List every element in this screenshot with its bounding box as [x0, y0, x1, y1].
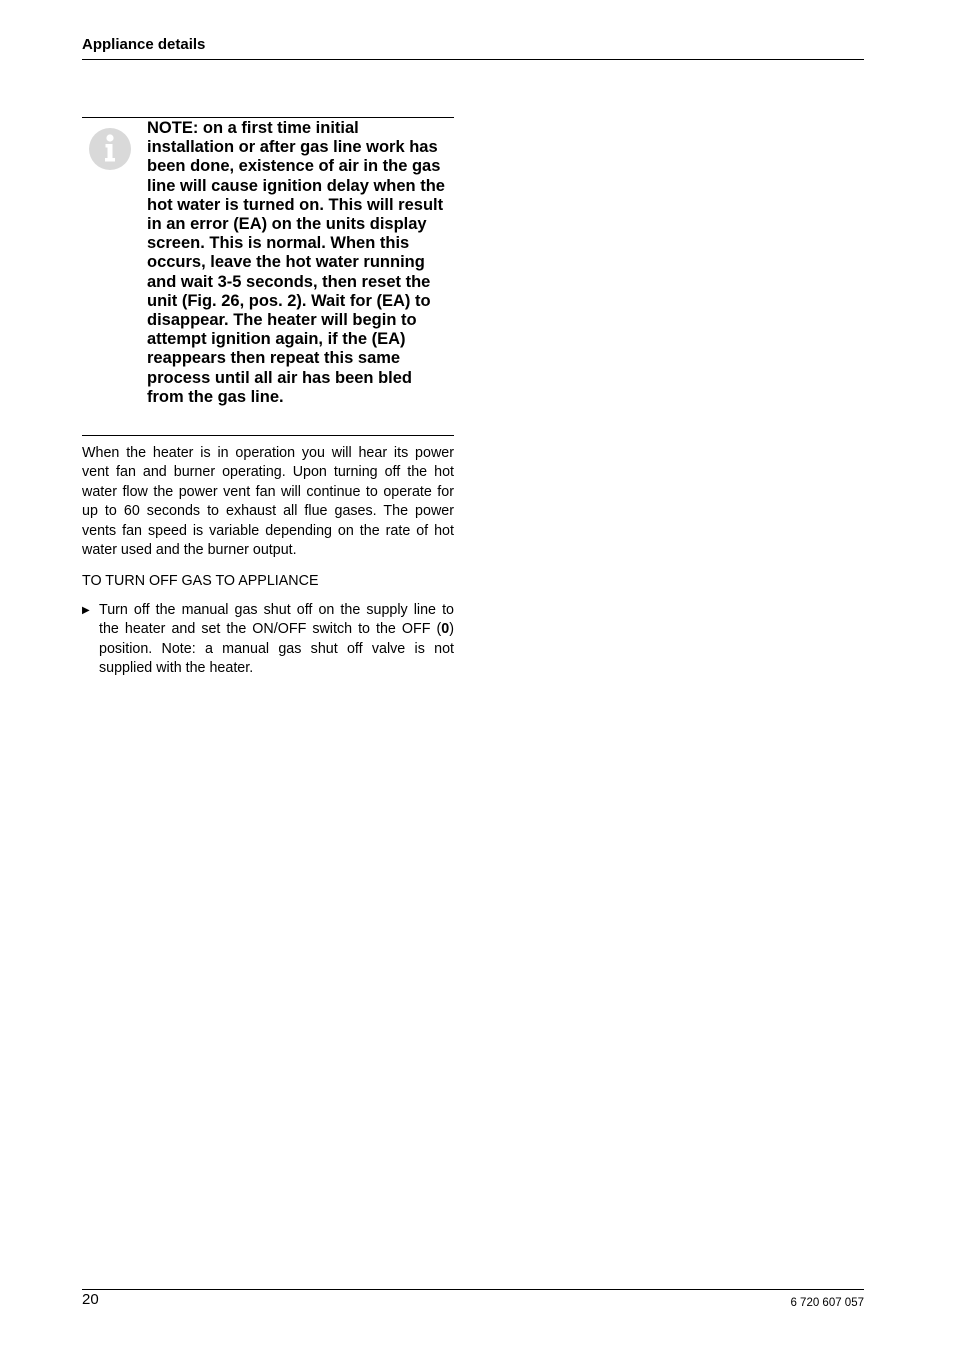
page-number: 20: [82, 1291, 99, 1308]
note-box: [82, 117, 454, 436]
off-position-value: 0: [441, 621, 450, 638]
page-header-title: Appliance details: [82, 36, 206, 53]
bullet-arrow-icon: ▶: [82, 605, 90, 616]
bullet-text-part: Turn off the manual gas shut off on the supply line to the heater and set the ON/OFF switch to the OFF (: [99, 602, 454, 638]
note-text: NOTE: on a first time initial installation or after gas line work has been done, existence of air in the gas line will cause ignition delay when the hot water is turned on. This will result in an error (EA) on the units display screen. This is normal. When this occurs, leave the hot water running and wait 3-5 seconds, then reset the unit (Fig. 26, pos. 2). Wait for (EA) to disappear. The heater will begin to attempt ignition again, if the (EA) reappears then repeat this same process until all air has been bled from the gas line.: [147, 119, 445, 406]
info-icon: [88, 127, 132, 171]
section-heading: TO TURN OFF GAS TO APPLIANCE: [82, 573, 319, 589]
header-divider: [82, 59, 864, 60]
operation-paragraph: When the heater is in operation you will hear its power vent fan and burner operating. Upon turning off the hot water flow the power vent fan will continue to operate for up to 60 seconds to exhaust all flue gases. The power vents fan speed is variable depending on the rate of hot water used and the burner output.: [82, 445, 454, 559]
footer-divider: [82, 1289, 864, 1290]
list-item: [82, 601, 454, 679]
document-number: 6 720 607 057: [790, 1297, 864, 1309]
bullet-text-part: ) position. Note: a manual gas shut off valve is not supplied with the heater.: [99, 621, 454, 677]
bullet-text: [99, 601, 454, 679]
